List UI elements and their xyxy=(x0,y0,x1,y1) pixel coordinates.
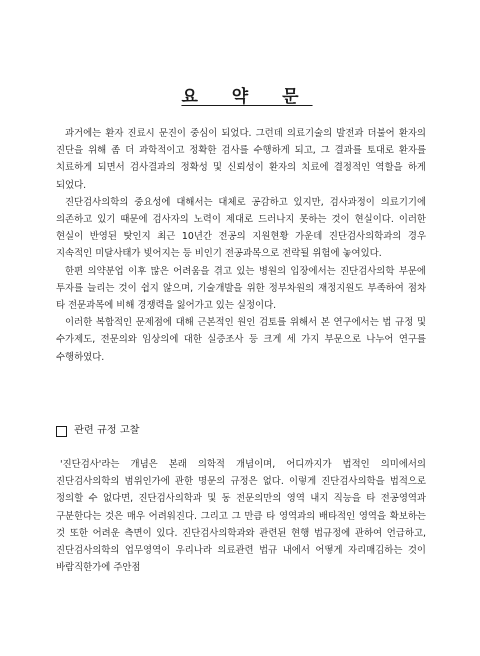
summary-paragraph-2: 진단검사의학의 중요성에 대해서는 대체로 공감하고 있지만, 검사과정이 의료기기에 의존하고 있기 때문에 검사자의 노력이 제대로 드러나지 못하는 것이 현실이다. 이러한 현실이 반영된 탓인지 최근 10년간 전공의 지원현황 가운데 진단검사의학과의 경우 지속적인 미달사태가 빚어지는 등 비인기 전공과목으로 전락될 위험에 놓여있다. xyxy=(56,196,426,260)
title-text: 요 약 문 xyxy=(181,87,313,107)
summary-body xyxy=(56,125,426,366)
summary-paragraph-1: 과거에는 환자 진료시 문진이 중심이 되었다. 그런데 의료기술의 발전과 더불어 환자의 진단을 위해 좀 더 과학적이고 정확한 검사를 수행하게 되고, 그 결과를 토대로 환자를 치료하게 되면서 검사결과의 정확성 및 신뢰성이 환자의 치료에 결정적인 역할을 하게 되었다. xyxy=(56,128,426,191)
summary-paragraph-3: 한편 의약분업 이후 많은 어려움을 겪고 있는 병원의 입장에서는 진단검사의학 부문에 투자를 늘리는 것이 쉽지 않으며, 기술개발을 위한 정부차원의 재정지원도 부족하여 점차 타 전문과목에 비해 경쟁력을 잃어가고 있는 실정이다. xyxy=(56,265,426,312)
summary-paragraph-4: 이러한 복합적인 문제점에 대해 근본적인 원인 검토를 위해서 본 연구에서는 법 규정 및 수가제도, 전문의와 임상의에 대한 실증조사 등 크게 세 가지 부문으로 나누어 연구를 수행하였다. xyxy=(56,317,426,363)
section-heading-text: 관련 규정 고찰 xyxy=(74,425,140,436)
section-heading xyxy=(56,424,140,438)
section-body xyxy=(56,456,426,576)
section-paragraph-1: '진단검사'라는 개념은 본래 의학적 개념이며, 어디까지가 법적인 의미에서의 진단검사의학의 범위인가에 관한 명문의 규정은 없다. 이렇게 진단검사의학을 법적으로 정의할 수 없다면, 진단검사의학과 및 동 전문의만의 영역 내지 직능을 타 전공영역과 구분한다는 것은 매우 어려워진다. 그리고 그 만큼 타 영역과의 배타적인 영역을 확보하는 것 또한 어려운 측면이 있다. 진단검사의학과와 관련된 현행 법규정에 관하여 언급하고, 진단검사의학의 업무영역이 우리나라 의료관련 법규 내에서 어떻게 자리매김하는 것이 바람직한가에 주안점 xyxy=(56,459,426,574)
page-title xyxy=(0,82,480,107)
square-bullet-icon xyxy=(56,426,67,437)
